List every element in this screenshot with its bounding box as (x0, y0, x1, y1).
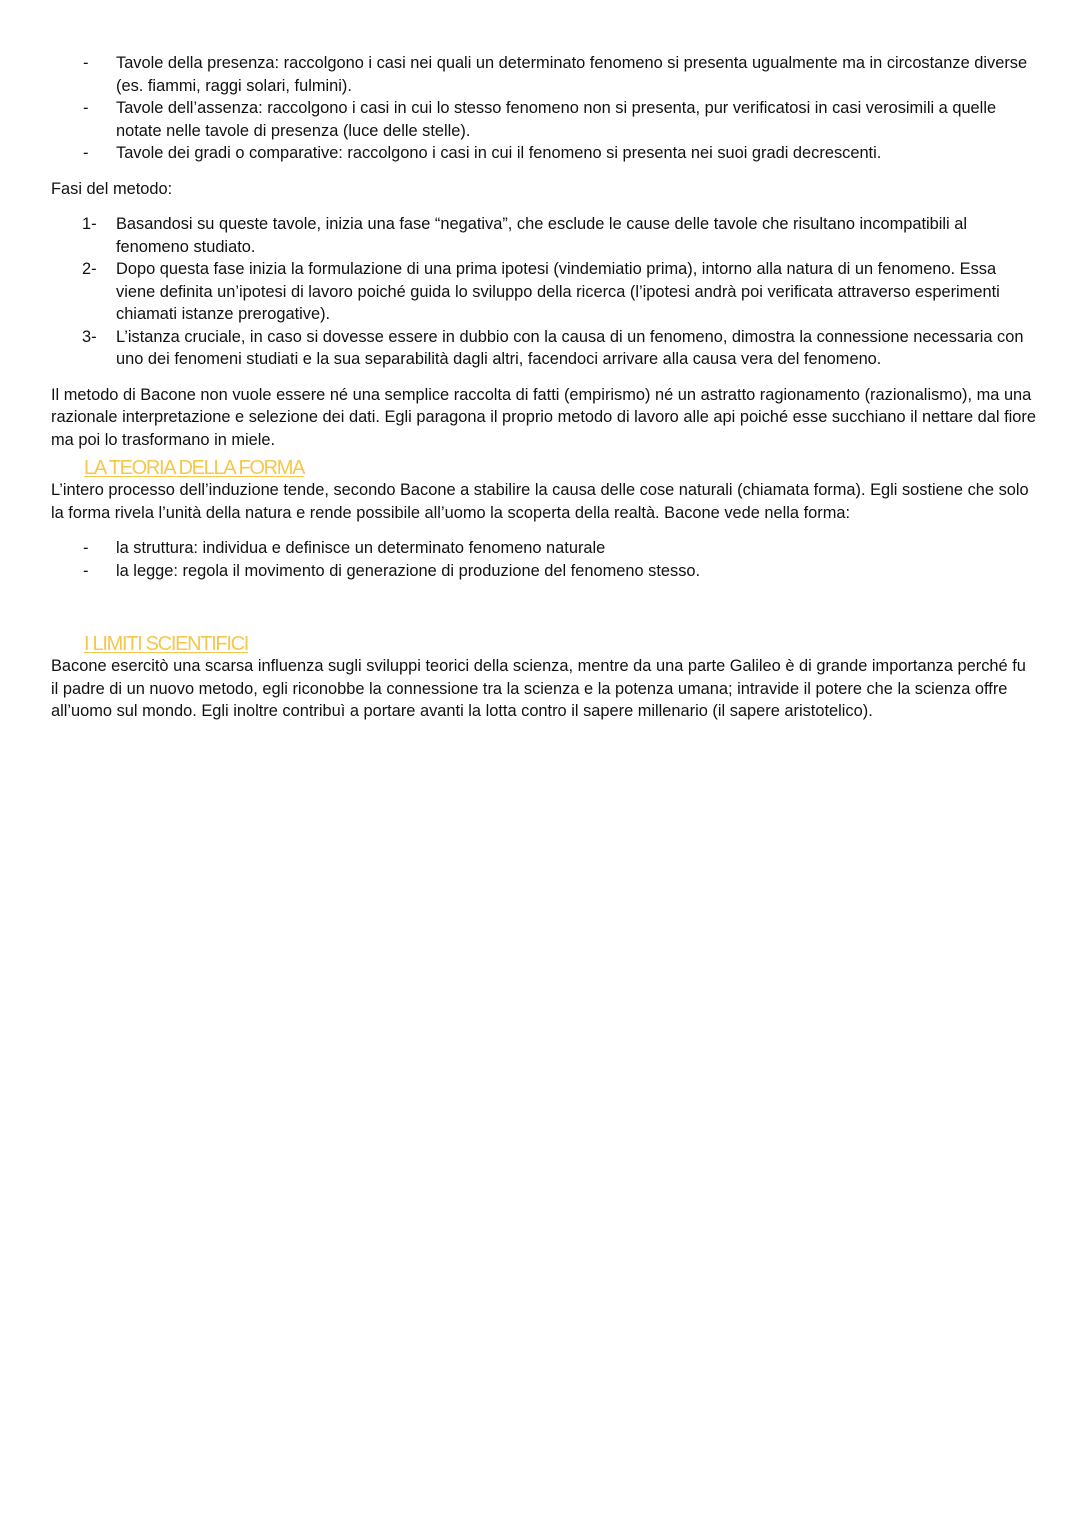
list-item-text: Tavole della presenza: raccolgono i casi nei quali un determinato fenomeno si presenta ugualmente ma in circostanze diverse (es. fiammi, raggi solari, fulmini). (116, 54, 1028, 95)
list-item (51, 142, 1036, 165)
bullet-marker: - (83, 144, 89, 162)
list-item (51, 52, 1036, 97)
list-item (51, 326, 1036, 371)
form-list (51, 537, 1036, 582)
list-item-text: la struttura: individua e definisce un determinato fenomeno naturale (116, 539, 606, 557)
section-heading-form: LA TEORIA DELLA FORMA (84, 457, 305, 479)
list-item-text: Tavole dei gradi o comparative: raccolgono i casi in cui il fenomeno si presenta nei suoi gradi decrescenti. (116, 144, 882, 162)
list-item (51, 560, 1036, 583)
bullet-marker: - (83, 539, 89, 557)
bullet-marker: - (83, 99, 89, 117)
list-item (51, 258, 1036, 326)
list-item (51, 537, 1036, 560)
form-paragraph: L’intero processo dell’induzione tende, secondo Bacone a stabilire la causa delle cose naturali (chiamata forma). Egli sostiene che solo la forma rivela l’unità della natura e rende possibile all’uomo la scoperta della realtà. Bacone vede nella forma: (51, 481, 1029, 522)
list-item-text: Tavole dell’assenza: raccolgono i casi in cui lo stesso fenomeno non si presenta, pur verificatosi in casi verosimili a quelle notate nelle tavole di presenza (luce delle stelle). (116, 99, 997, 140)
list-item-text: Basandosi su queste tavole, inizia una fase “negativa”, che esclude le cause delle tavole che risultano incompatibili al fenomeno studiato. (116, 215, 968, 256)
list-item-text: la legge: regola il movimento di generazione di produzione del fenomeno stesso. (116, 561, 701, 580)
phases-list (51, 213, 1036, 371)
section-heading-limits: I LIMITI SCIENTIFICI (84, 633, 249, 655)
bullet-marker: - (83, 54, 89, 72)
phase-number: 2- (82, 260, 97, 278)
bullet-marker: - (83, 561, 89, 580)
phase-number: 3- (82, 327, 97, 346)
list-item-text: L’istanza cruciale, in caso si dovesse essere in dubbio con la causa di un fenomeno, dimostra la connessione necessaria con uno dei fenomeni studiati e la sua separabilità dagli altri, facendoci arrivare alla causa vera del fenomeno. (116, 327, 1024, 368)
method-paragraph: Il metodo di Bacone non vuole essere né una semplice raccolta di fatti (empirismo) né un astratto ragionamento (razionalismo), ma una razionale interpretazione e selezione dei dati. Egli paragona il proprio metodo di lavoro alle api poiché esse succhiano il nettare dal fiore ma poi lo trasformano in miele. (51, 385, 1036, 449)
list-item-text: Dopo questa fase inizia la formulazione di una prima ipotesi (vindemiatio prima), intorno alla natura di un fenomeno. Essa viene definita un’ipotesi di lavoro poiché guida lo sviluppo della ricerca (l’ipotesi andrà poi verificata attraverso esperimenti chiamati istanze prerogative). (116, 260, 1000, 323)
list-item (51, 213, 1036, 258)
tables-list (51, 52, 1036, 165)
list-item (51, 97, 1036, 142)
document-page (51, 52, 1036, 723)
phase-number: 1- (82, 215, 97, 233)
limits-paragraph: Bacone esercitò una scarsa influenza sugli sviluppi teorici della scienza, mentre da una parte Galileo è di grande importanza perché fu il padre di un nuovo metodo, egli riconobbe la connessione tra la scienza e la potenza umana; intravide il potere che la scienza offre all’uomo sul mondo. Egli inoltre contribuì a portare avanti la lotta contro il sapere millenario (il sapere aristotelico). (51, 657, 1026, 720)
phases-title: Fasi del metodo: (51, 179, 173, 198)
